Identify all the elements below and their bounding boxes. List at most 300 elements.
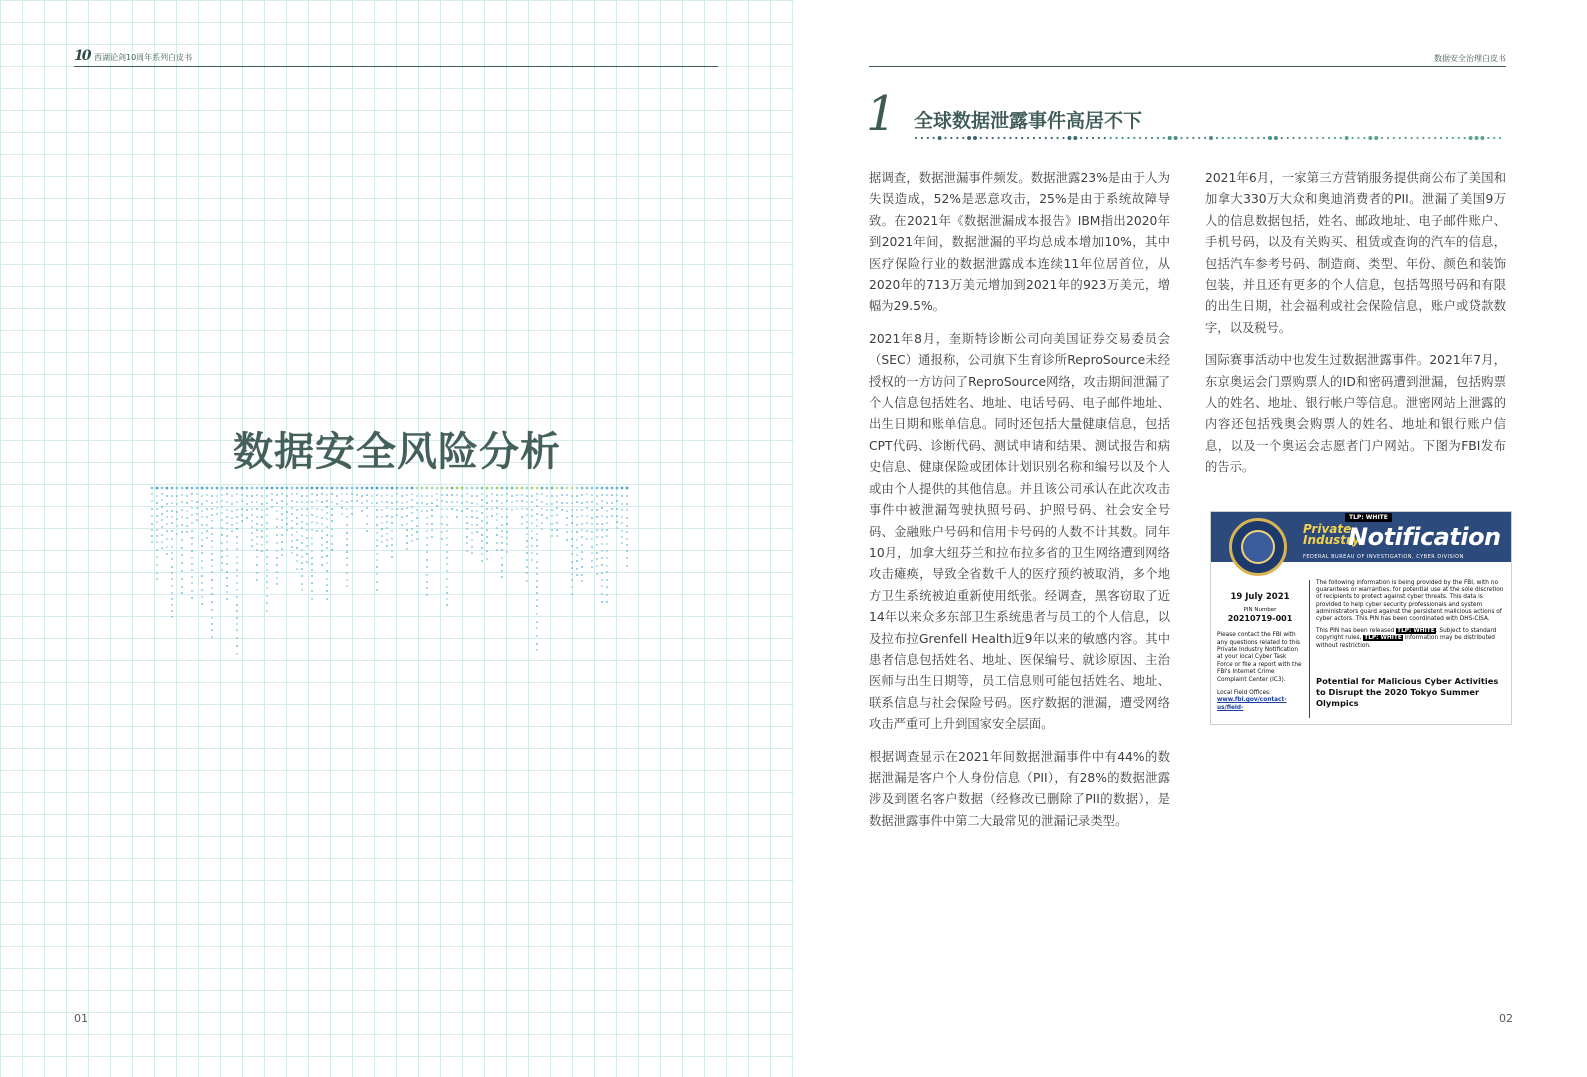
decorative-dot: [331, 493, 333, 495]
rule-dot: [1033, 137, 1035, 139]
decorative-dot: [501, 576, 503, 578]
decorative-dot: [171, 495, 173, 497]
decorative-dot: [536, 499, 538, 501]
decorative-dot: [506, 508, 508, 510]
decorative-dot: [486, 558, 488, 560]
decorative-dot: [626, 550, 628, 552]
decorative-dot: [351, 487, 354, 490]
decorative-dot: [596, 552, 598, 554]
decorative-dot: [536, 621, 538, 623]
decorative-dot: [376, 581, 378, 583]
decorative-dot: [246, 487, 249, 490]
decorative-dot: [331, 520, 333, 522]
decorative-dot: [296, 547, 298, 549]
decorative-dot: [441, 516, 443, 518]
decorative-dot: [536, 580, 538, 582]
decorative-dot: [211, 623, 213, 625]
decorative-dot: [221, 519, 223, 521]
decorative-dot: [591, 538, 593, 540]
rule-dot: [1104, 137, 1106, 139]
decorative-dot: [556, 495, 558, 497]
decorative-dot: [471, 502, 473, 504]
decorative-dot: [466, 516, 468, 518]
decorative-dot: [361, 487, 364, 490]
decorative-dot: [256, 529, 258, 531]
decorative-dot: [501, 542, 503, 544]
decorative-dot: [521, 500, 523, 502]
rule-dot: [1067, 136, 1071, 140]
decorative-dot: [191, 590, 193, 592]
decorative-dot: [526, 546, 528, 548]
decorative-dot: [596, 544, 598, 546]
decorative-dot: [266, 528, 268, 530]
chapter-number: 1: [866, 86, 897, 142]
decorative-dot: [296, 539, 298, 541]
decorative-dot: [486, 522, 488, 524]
decorative-dot: [481, 540, 483, 542]
decorative-dot: [441, 494, 443, 496]
decorative-dot: [431, 536, 433, 538]
decorative-dot: [241, 508, 243, 510]
decorative-dot: [231, 495, 233, 497]
decorative-dot: [596, 536, 598, 538]
decorative-dot: [176, 518, 178, 520]
decorative-dot: [501, 557, 503, 559]
decorative-dot: [256, 549, 258, 551]
decorative-dot: [276, 583, 278, 585]
rule-dot: [1363, 137, 1365, 139]
decorative-dot: [591, 501, 593, 503]
decorative-dot: [286, 529, 288, 531]
decorative-dot: [586, 493, 588, 495]
decorative-dot: [426, 551, 428, 553]
paragraph: 2021年8月，奎斯特诊断公司向美国证券交易委员会（SEC）通报称，公司旗下生育诊所ReproSource未经授权的一方访问了ReproSource网络，攻击期间泄漏了个人信息包括姓名、地址、电话号码、电子邮件地址、出生日期和账单信息。同时还包括大量健康信息，包括CPT代码、诊断代码、测试申请和结果、测试报告和病史信息、健康保险或团体计划识别名称和编号以及个人或由个人提供的其他信息。并且该公司承认在此次攻击事件中被泄漏驾驶执照号码、护照号码、社会安全号码、金融账户号码和信用卡号码的人数不计其数。同年10月，加拿大纽芬兰和拉布拉多省的卫生网络遭到网络攻击瘫痪，导致全省数千人的医疗预约被取消，多个地方卫生系统被迫重新使用纸张。经调查，黑客窃取了近14年以来众多东部卫生系统患者与员工的个人信息，以及拉布拉Grenfell Health近9年以来的敏感内容。其中患者信息包括姓名、地址、医保编号、就诊原因、主治医师与出生日期等，员工信息则可能包括姓名、地址、联系信息与社会保险号码。医疗数据的泄漏，遭受网络攻击严重可上升到国家安全层面。: [869, 331, 1170, 732]
decorative-dot: [526, 580, 528, 582]
decorative-dot: [191, 487, 194, 490]
decorative-dot: [176, 495, 178, 497]
rule-dot: [1428, 137, 1430, 139]
decorative-dot: [156, 578, 158, 580]
decorative-dot: [411, 506, 413, 508]
decorative-dot: [211, 527, 213, 529]
decorative-dot: [391, 516, 393, 518]
decorative-dot: [186, 487, 189, 490]
decorative-dot: [536, 605, 538, 607]
decorative-dot: [601, 550, 603, 552]
decorative-dot: [266, 610, 268, 612]
decorative-dot: [606, 494, 608, 496]
decorative-dot: [216, 495, 218, 497]
decorative-dot: [231, 503, 233, 505]
decorative-dot: [196, 519, 198, 521]
decorative-dot: [291, 500, 293, 502]
decorative-dot: [226, 577, 228, 579]
decorative-dot: [391, 508, 393, 510]
decorative-dot: [506, 537, 508, 539]
rule-dot: [1374, 136, 1378, 140]
decorative-dot: [226, 509, 228, 511]
decorative-dot: [201, 582, 203, 584]
rule-dot: [962, 137, 964, 139]
decorative-dot: [311, 557, 313, 559]
decorative-dot: [191, 522, 193, 524]
decorative-dot: [291, 513, 293, 515]
decorative-dot: [426, 559, 428, 561]
decorative-dot: [571, 553, 573, 555]
rule-dot: [1009, 137, 1011, 139]
decorative-dot: [326, 555, 328, 557]
decorative-dot: [191, 530, 193, 532]
rule-dot: [980, 137, 982, 139]
decorative-dot: [571, 495, 573, 497]
decorative-dot: [601, 601, 603, 603]
decorative-dot: [321, 550, 323, 552]
decorative-dot: [216, 501, 218, 503]
decorative-dot: [466, 508, 468, 510]
decorative-dot: [211, 502, 213, 504]
decorative-dot: [376, 532, 378, 534]
decorative-dot: [531, 530, 533, 532]
paragraph: 据调查，数据泄漏事件频发。数据泄露23%是由于人为失误造成，52%是恶意攻击，25%是由于系统故障导致。在2021年《数据泄漏成本报告》IBM指出2020年到2021年间，数据泄漏的平均总成本增加10%，其中医疗保险行业的数据泄露成本连续11年位居首位，从2020年的713万美元增加到2021年的923万美元，增幅为29.5%。: [869, 171, 1170, 314]
rule-dot: [1257, 137, 1259, 139]
decorative-dot: [506, 500, 508, 502]
decorative-dot: [326, 506, 328, 508]
decorative-dot: [176, 503, 178, 505]
decorative-dot: [416, 517, 418, 519]
decorative-dot: [481, 547, 483, 549]
decorative-dot: [571, 579, 573, 581]
decorative-dot: [451, 501, 453, 503]
decorative-dot: [211, 579, 213, 581]
decorative-dot: [191, 514, 193, 516]
decorative-dot: [466, 522, 468, 524]
decorative-dot: [571, 573, 573, 575]
decorative-dot: [446, 557, 448, 559]
decorative-dot: [251, 508, 253, 510]
decorative-dot: [211, 636, 213, 638]
decorative-dot: [471, 552, 473, 554]
decorative-dot: [411, 520, 413, 522]
decorative-dot: [616, 494, 618, 496]
rule-dot: [1268, 136, 1272, 140]
decorative-dot: [236, 629, 238, 631]
decorative-dot: [531, 487, 534, 490]
decorative-dot: [286, 495, 288, 497]
decorative-dot: [366, 523, 368, 525]
decorative-dot: [271, 506, 273, 508]
decorative-dot: [601, 500, 603, 502]
decorative-dot: [606, 535, 608, 537]
decorative-dot: [176, 525, 178, 527]
decorative-dot: [526, 540, 528, 542]
decorative-dot: [556, 501, 558, 503]
decorative-dot: [486, 508, 488, 510]
decorative-dot: [621, 536, 623, 538]
paragraph: 国际赛事活动中也发生过数据泄露事件。2021年7月，东京奥运会门票购票人的ID和密码遭到泄漏，包括购票人的姓名、地址、银行帐户等信息。泄密网站上泄露的内容还包括残奥会购票人的姓名、地址和银行账户信息，以及一个奥运会志愿者门户网站。下图为FBI发布的告示。: [1205, 353, 1506, 475]
decorative-dot: [171, 538, 173, 540]
rule-dot: [1228, 137, 1230, 139]
decorative-dot: [571, 515, 573, 517]
decorative-dot: [506, 516, 508, 518]
decorative-dot: [566, 510, 568, 512]
decorative-dot: [221, 487, 224, 490]
decorative-dot: [166, 530, 168, 532]
decorative-dot: [226, 585, 228, 587]
decorative-dot: [501, 508, 503, 510]
decorative-dot: [306, 487, 309, 490]
decorative-dot: [211, 540, 213, 542]
decorative-dot: [431, 515, 433, 517]
decorative-dot: [621, 495, 623, 497]
decorative-dot: [516, 500, 518, 502]
decorative-dot: [591, 517, 593, 519]
decorative-dot: [376, 539, 378, 541]
decorative-dot: [301, 487, 304, 490]
decorative-dot: [571, 567, 573, 569]
decorative-dot: [446, 544, 448, 546]
decorative-dot: [251, 526, 253, 528]
decorative-dot: [606, 601, 608, 603]
decorative-dot: [601, 585, 603, 587]
decorative-dot: [206, 537, 208, 539]
decorative-dot: [486, 536, 488, 538]
decorative-dot: [486, 529, 488, 531]
decorative-dot: [381, 501, 383, 503]
decorative-dot: [201, 560, 203, 562]
decorative-dot: [466, 487, 469, 490]
decorative-dot: [476, 487, 479, 490]
decorative-dot: [606, 502, 608, 504]
decorative-dot: [281, 526, 283, 528]
tlp-inline-badge: TLP: WHITE: [1397, 628, 1435, 635]
decorative-dot: [296, 501, 298, 503]
decorative-dot: [421, 495, 423, 497]
fbi-pin-label: PIN Number: [1243, 607, 1277, 614]
decorative-dot: [561, 502, 563, 504]
decorative-dot: [156, 508, 158, 510]
decorative-dot: [236, 542, 238, 544]
decorative-dot: [401, 508, 403, 510]
decorative-dot: [236, 596, 238, 598]
decorative-dot: [556, 529, 558, 531]
decorative-dot: [391, 556, 393, 558]
decorative-dot: [256, 543, 258, 545]
decorative-dot: [351, 513, 353, 515]
decorative-dot: [266, 563, 268, 565]
decorative-dot: [396, 514, 398, 516]
rule-dot: [1216, 137, 1218, 139]
decorative-dot: [506, 543, 508, 545]
decorative-dot: [581, 551, 583, 553]
decorative-dot: [626, 487, 629, 490]
decorative-dot: [361, 510, 363, 512]
decorative-dot: [616, 527, 618, 529]
decorative-dot: [481, 512, 483, 514]
decorative-dot: [446, 551, 448, 553]
decorative-dot: [551, 535, 553, 537]
decorative-dot: [316, 508, 318, 510]
decorative-dot: [186, 510, 188, 512]
decorative-dot: [291, 507, 293, 509]
decorative-dot: [276, 542, 278, 544]
decorative-dot: [156, 541, 158, 543]
decorative-dot: [436, 487, 439, 490]
decorative-dot: [156, 535, 158, 537]
decorative-dot: [306, 553, 308, 555]
decorative-dot: [266, 602, 268, 604]
decorative-dot: [626, 557, 628, 559]
decorative-dot: [586, 522, 588, 524]
decorative-dot: [326, 570, 328, 572]
decorative-dot: [521, 508, 523, 510]
decorative-dot: [531, 509, 533, 511]
decorative-dot: [456, 487, 459, 490]
decorative-dot: [201, 552, 203, 554]
decorative-dot: [256, 556, 258, 558]
decorative-dot: [451, 508, 453, 510]
decorative-dot: [396, 501, 398, 503]
decorative-dot: [156, 549, 158, 551]
decorative-dot: [221, 569, 223, 571]
decorative-dot: [506, 493, 508, 495]
decorative-dot: [321, 501, 323, 503]
decorative-dot: [536, 505, 538, 507]
decorative-dot: [576, 516, 578, 518]
decorative-dot: [181, 509, 183, 511]
decorative-dot: [471, 539, 473, 541]
decorative-dot: [406, 487, 409, 490]
decorative-dot: [251, 545, 253, 547]
decorative-dot: [546, 503, 548, 505]
decorative-dot: [201, 487, 204, 490]
decorative-dot: [171, 487, 174, 490]
decorative-dot: [326, 547, 328, 549]
decorative-dot: [531, 537, 533, 539]
decorative-dot: [621, 530, 623, 532]
decorative-dot: [236, 548, 238, 550]
decorative-dot: [166, 516, 168, 518]
decorative-dot: [256, 501, 258, 503]
decorative-dot: [461, 495, 463, 497]
decorative-dot: [391, 550, 393, 552]
decorative-dot: [386, 501, 388, 503]
decorative-dot: [536, 649, 538, 651]
decorative-dot: [306, 508, 308, 510]
decorative-dot: [306, 495, 308, 497]
decorative-dot: [481, 553, 483, 555]
decorative-dot: [316, 522, 318, 524]
decorative-dot: [301, 575, 303, 577]
decorative-dot: [156, 495, 158, 497]
rule-dot: [1139, 137, 1141, 139]
decorative-dot: [161, 487, 164, 490]
decorative-dot: [606, 571, 608, 573]
decorative-dot: [276, 550, 278, 552]
decorative-dot: [151, 500, 153, 502]
decorative-dot: [191, 550, 193, 552]
decorative-dot: [241, 500, 243, 502]
decorative-dot: [301, 583, 303, 585]
decorative-dot: [591, 560, 593, 562]
decorative-dot: [201, 603, 203, 605]
rule-dot: [1357, 137, 1359, 139]
decorative-dot: [481, 493, 483, 495]
decorative-dot: [621, 509, 623, 511]
rule-dot: [1192, 137, 1194, 139]
decorative-dot: [501, 536, 503, 538]
decorative-dot: [331, 487, 334, 490]
decorative-dot: [311, 590, 313, 592]
rule-dot: [1245, 137, 1247, 139]
decorative-dot: [446, 487, 449, 490]
decorative-dot: [576, 495, 578, 497]
decorative-dot: [531, 501, 533, 503]
decorative-dot: [261, 550, 263, 552]
decorative-dot: [256, 572, 258, 574]
decorative-dot: [171, 502, 173, 504]
rule-dot: [1393, 137, 1395, 139]
decorative-dot: [366, 507, 368, 509]
decorative-dot: [311, 598, 313, 600]
decorative-dot: [576, 560, 578, 562]
decorative-dot: [266, 595, 268, 597]
decorative-dot: [181, 562, 183, 564]
decorative-dot: [556, 522, 558, 524]
decorative-dot: [576, 531, 578, 533]
decorative-dot: [226, 555, 228, 557]
decorative-dot: [266, 508, 268, 510]
decorative-dot: [301, 562, 303, 564]
decorative-dot: [271, 499, 273, 501]
decorative-dot: [471, 487, 474, 490]
decorative-dot: [386, 494, 388, 496]
decorative-dot: [296, 568, 298, 570]
rule-dot: [1110, 137, 1112, 139]
decorative-dot: [376, 509, 378, 511]
decorative-dot: [536, 613, 538, 615]
decorative-dot: [211, 533, 213, 535]
rule-dot: [1469, 136, 1473, 140]
decorative-dot: [266, 502, 268, 504]
decorative-dot: [381, 495, 383, 497]
decorative-dot: [171, 585, 173, 587]
decorative-dot: [516, 508, 518, 510]
decorative-dot: [251, 495, 253, 497]
decorative-dot: [161, 534, 163, 536]
decorative-dot: [211, 553, 213, 555]
decorative-dot: [386, 521, 388, 523]
rule-dot: [967, 136, 971, 140]
decorative-dot: [171, 592, 173, 594]
rule-dot: [1310, 137, 1312, 139]
decorative-dot: [161, 513, 163, 515]
decorative-dot: [576, 487, 579, 490]
decorative-dot: [441, 538, 443, 540]
decorative-dot: [161, 526, 163, 528]
decorative-dot: [461, 487, 464, 490]
decorative-dot: [536, 599, 538, 601]
decorative-dot: [361, 502, 363, 504]
decorative-dot: [521, 494, 523, 496]
decorative-dot: [431, 495, 433, 497]
decorative-dot: [571, 593, 573, 595]
decorative-dot: [211, 617, 213, 619]
decorative-dot: [466, 536, 468, 538]
decorative-dot: [301, 589, 303, 591]
rule-dot: [1204, 137, 1206, 139]
decorative-dot: [281, 487, 284, 490]
decorative-dot: [621, 522, 623, 524]
